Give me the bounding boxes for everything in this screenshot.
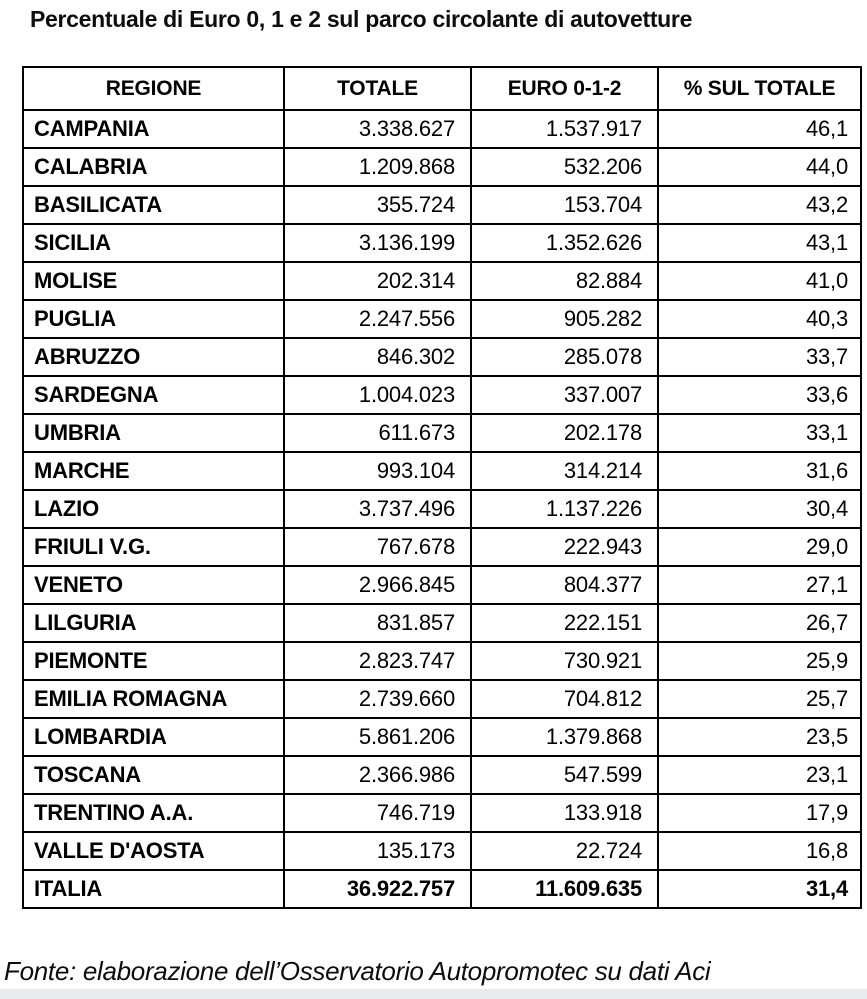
cell-regione: MARCHE — [23, 452, 284, 490]
cell-regione: LOMBARDIA — [23, 718, 284, 756]
cell-regione: TOSCANA — [23, 756, 284, 794]
cell-euro: 547.599 — [471, 756, 658, 794]
table-row — [23, 300, 861, 338]
header-regione: REGIONE — [23, 67, 284, 110]
cell-pct: 41,0 — [658, 262, 861, 300]
cell-euro: 337.007 — [471, 376, 658, 414]
cell-regione: LILGURIA — [23, 604, 284, 642]
cell-pct: 23,5 — [658, 718, 861, 756]
cell-pct: 33,1 — [658, 414, 861, 452]
cell-euro: 222.151 — [471, 604, 658, 642]
cell-euro: 314.214 — [471, 452, 658, 490]
table-row — [23, 186, 861, 224]
cell-euro: 1.352.626 — [471, 224, 658, 262]
cell-euro: 804.377 — [471, 566, 658, 604]
table-row — [23, 642, 861, 680]
cell-regione: FRIULI V.G. — [23, 528, 284, 566]
cell-regione: PUGLIA — [23, 300, 284, 338]
table-row — [23, 414, 861, 452]
cell-euro: 285.078 — [471, 338, 658, 376]
cell-totale: 831.857 — [284, 604, 471, 642]
table-row — [23, 528, 861, 566]
cell-euro: 82.884 — [471, 262, 658, 300]
table-row — [23, 338, 861, 376]
cell-pct: 29,0 — [658, 528, 861, 566]
cell-totale: 202.314 — [284, 262, 471, 300]
cell-regione: CAMPANIA — [23, 110, 284, 148]
cell-euro: 730.921 — [471, 642, 658, 680]
cell-totale: 846.302 — [284, 338, 471, 376]
cell-regione: MOLISE — [23, 262, 284, 300]
total-cell-totale: 36.922.757 — [284, 870, 471, 908]
cell-regione: PIEMONTE — [23, 642, 284, 680]
cell-euro: 133.918 — [471, 794, 658, 832]
cell-totale: 2.966.845 — [284, 566, 471, 604]
table-row — [23, 452, 861, 490]
cell-euro: 1.379.868 — [471, 718, 658, 756]
table-row — [23, 224, 861, 262]
cell-totale: 993.104 — [284, 452, 471, 490]
table-row — [23, 110, 861, 148]
table-row — [23, 490, 861, 528]
cell-totale: 3.737.496 — [284, 490, 471, 528]
table-row — [23, 604, 861, 642]
cell-euro: 1.137.226 — [471, 490, 658, 528]
total-cell-regione: ITALIA — [23, 870, 284, 908]
cell-regione: EMILIA ROMAGNA — [23, 680, 284, 718]
cell-pct: 43,2 — [658, 186, 861, 224]
table-total — [23, 870, 861, 908]
cell-euro: 1.537.917 — [471, 110, 658, 148]
table-row — [23, 680, 861, 718]
cell-pct: 23,1 — [658, 756, 861, 794]
header-euro-0-1-2: EURO 0-1-2 — [471, 67, 658, 110]
total-cell-pct: 31,4 — [658, 870, 861, 908]
cell-totale: 611.673 — [284, 414, 471, 452]
table-row — [23, 262, 861, 300]
cell-regione: TRENTINO A.A. — [23, 794, 284, 832]
cell-euro: 905.282 — [471, 300, 658, 338]
regions-table — [22, 66, 862, 909]
table-row — [23, 148, 861, 186]
cell-regione: CALABRIA — [23, 148, 284, 186]
table-header — [23, 67, 861, 110]
cell-regione: VALLE D'AOSTA — [23, 832, 284, 870]
cell-regione: LAZIO — [23, 490, 284, 528]
cell-pct: 25,7 — [658, 680, 861, 718]
cell-regione: ABRUZZO — [23, 338, 284, 376]
cell-totale: 5.861.206 — [284, 718, 471, 756]
source-note: Fonte: elaborazione dell’Osservatorio Autopromotec su dati Aci — [4, 956, 711, 986]
cell-euro: 532.206 — [471, 148, 658, 186]
table-row — [23, 832, 861, 870]
cell-regione: SICILIA — [23, 224, 284, 262]
cell-totale: 2.823.747 — [284, 642, 471, 680]
cell-regione: UMBRIA — [23, 414, 284, 452]
table-row — [23, 566, 861, 604]
cell-totale: 2.247.556 — [284, 300, 471, 338]
header-pct-totale: % SUL TOTALE — [658, 67, 861, 110]
cell-pct: 44,0 — [658, 148, 861, 186]
bottom-strip — [0, 989, 867, 999]
cell-euro: 202.178 — [471, 414, 658, 452]
table-row — [23, 376, 861, 414]
cell-totale: 355.724 — [284, 186, 471, 224]
header-row — [23, 67, 861, 110]
cell-euro: 222.943 — [471, 528, 658, 566]
cell-pct: 17,9 — [658, 794, 861, 832]
page-title: Percentuale di Euro 0, 1 e 2 sul parco circolante di autovetture — [30, 6, 693, 32]
total-row — [23, 870, 861, 908]
cell-regione: VENETO — [23, 566, 284, 604]
cell-totale: 2.366.986 — [284, 756, 471, 794]
cell-euro: 704.812 — [471, 680, 658, 718]
cell-totale: 746.719 — [284, 794, 471, 832]
cell-pct: 27,1 — [658, 566, 861, 604]
cell-pct: 26,7 — [658, 604, 861, 642]
cell-pct: 46,1 — [658, 110, 861, 148]
cell-totale: 1.209.868 — [284, 148, 471, 186]
cell-totale: 767.678 — [284, 528, 471, 566]
total-cell-euro: 11.609.635 — [471, 870, 658, 908]
cell-pct: 16,8 — [658, 832, 861, 870]
table-row — [23, 756, 861, 794]
table-row — [23, 718, 861, 756]
cell-euro: 22.724 — [471, 832, 658, 870]
cell-totale: 135.173 — [284, 832, 471, 870]
table-row — [23, 794, 861, 832]
cell-pct: 40,3 — [658, 300, 861, 338]
cell-regione: BASILICATA — [23, 186, 284, 224]
cell-totale: 1.004.023 — [284, 376, 471, 414]
cell-pct: 33,7 — [658, 338, 861, 376]
cell-pct: 31,6 — [658, 452, 861, 490]
cell-euro: 153.704 — [471, 186, 658, 224]
cell-pct: 25,9 — [658, 642, 861, 680]
cell-totale: 3.338.627 — [284, 110, 471, 148]
cell-totale: 3.136.199 — [284, 224, 471, 262]
header-totale: TOTALE — [284, 67, 471, 110]
cell-pct: 30,4 — [658, 490, 861, 528]
cell-pct: 33,6 — [658, 376, 861, 414]
cell-regione: SARDEGNA — [23, 376, 284, 414]
cell-pct: 43,1 — [658, 224, 861, 262]
table-body — [23, 110, 861, 870]
cell-totale: 2.739.660 — [284, 680, 471, 718]
